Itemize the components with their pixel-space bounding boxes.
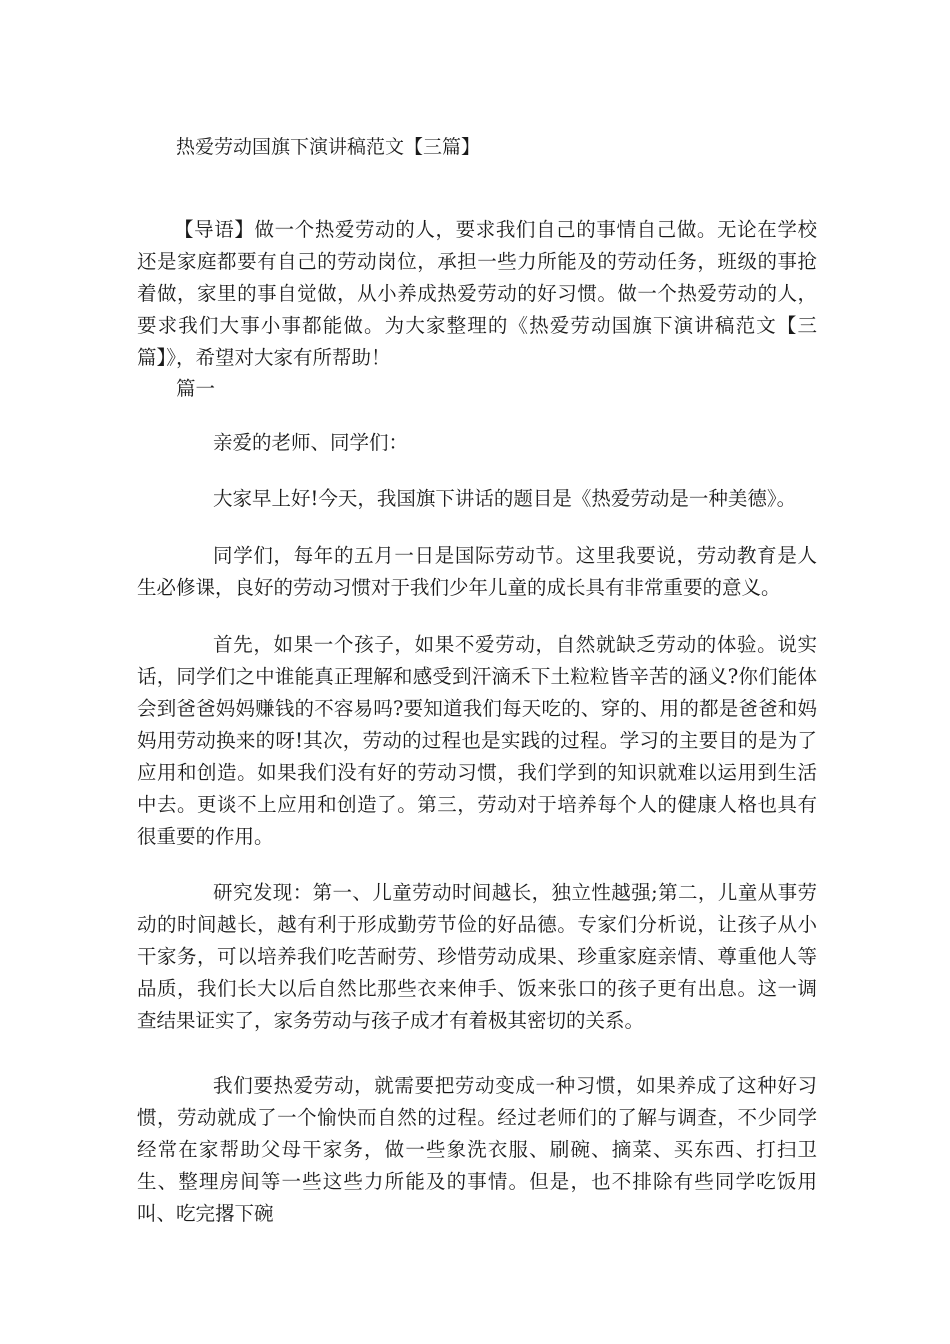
paragraph-text: 我们要热爱劳动，就需要把劳动变成一种习惯，如果养成了这种好习惯，劳动就成了一个愉快而自然的过程。经过老师们的了解与调查，不少同学经常在家帮助父母干家务，做一些象洗衣服、刷碗、摘菜、买东西、打扫卫生、整理房间等一些这些力所能及的事情。但是，也不排除有些同学吃饭用叫、吃完撂下碗	[137, 1074, 817, 1225]
paragraph-text: 大家早上好!今天，我国旗下讲话的题目是《热爱劳动是一种美德》。	[213, 487, 797, 510]
body-paragraph	[137, 629, 817, 853]
paragraph-text: 同学们，每年的五月一日是国际劳动节。这里我要说，劳动教育是人生必修课，良好的劳动习惯对于我们少年儿童的成长具有非常重要的意义。	[137, 544, 817, 599]
intro-text: 【导语】做一个热爱劳动的人，要求我们自己的事情自己做。无论在学校还是家庭都要有自己的劳动岗位，承担一些力所能及的劳动任务，班级的事抢着做，家里的事自觉做，从小养成热爱劳动的好习惯。做一个热爱劳动的人，要求我们大事小事都能做。为大家整理的《热爱劳动国旗下演讲稿范文【三篇】》，希望对大家有所帮助！	[137, 218, 817, 369]
body-paragraph	[137, 483, 817, 515]
speech-greeting: 亲爱的老师、同学们：	[213, 431, 409, 454]
body-paragraph	[137, 540, 817, 604]
body-paragraph	[137, 1070, 817, 1230]
paragraph-text: 研究发现：第一、儿童劳动时间越长，独立性越强;第二，儿童从事劳动的时间越长，越有利于形成勤劳节俭的好品德。专家们分析说，让孩子从小干家务，可以培养我们吃苦耐劳、珍惜劳动成果、珍重家庭亲情、尊重他人等品质，我们长大以后自然比那些衣来伸手、饭来张口的孩子更有出息。这一调查结果证实了，家务劳动与孩子成才有着极其密切的关系。	[137, 881, 817, 1032]
document-title: 热爱劳动国旗下演讲稿范文【三篇】	[176, 136, 481, 158]
section-label: 篇一	[176, 377, 216, 400]
paragraph-text: 首先，如果一个孩子，如果不爱劳动，自然就缺乏劳动的体验。说实话，同学们之中谁能真正理解和感受到汗滴禾下土粒粒皆辛苦的涵义?你们能体会到爸爸妈妈赚钱的不容易吗?要知道我们每天吃的、穿的、用的都是爸爸和妈妈用劳动换来的呀!其次，劳动的过程也是实践的过程。学习的主要目的是为了应用和创造。如果我们没有好的劳动习惯，我们学到的知识就难以运用到生活中去。更谈不上应用和创造了。第三，劳动对于培养每个人的健康人格也具有很重要的作用。	[137, 633, 817, 848]
body-paragraph	[137, 877, 817, 1037]
intro-paragraph	[137, 214, 817, 374]
